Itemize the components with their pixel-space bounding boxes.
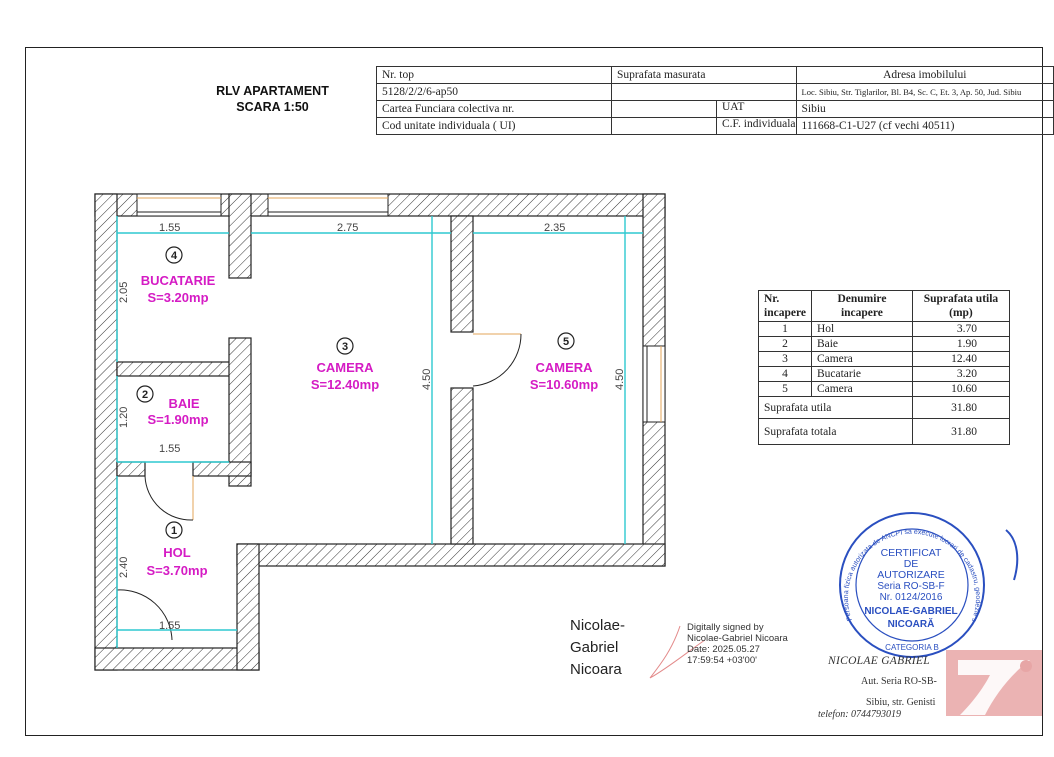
stamp-line: DE: [903, 558, 919, 570]
row-area: 3.70: [912, 322, 1009, 337]
nr-top-label: Nr. top: [377, 67, 612, 84]
interior-walls: [117, 194, 473, 544]
col-name-line: incapere: [840, 307, 883, 319]
room-area: S=10.60mp: [529, 377, 599, 392]
cf-value: 111668-C1-U27 (cf vechi 40511): [796, 118, 1053, 135]
dim-room3-width: 2.75: [337, 222, 359, 234]
row-nr: 1: [759, 322, 812, 337]
total-util-label: Suprafata utila: [759, 397, 913, 419]
room-area: S=1.90mp: [147, 412, 209, 427]
door-bath: [145, 476, 193, 520]
adresa-label: Adresa imobilului: [796, 67, 1053, 84]
dim-room3-height: 4.50: [421, 368, 433, 390]
room-area: S=3.20mp: [147, 290, 209, 305]
dim-hall-height: 2.40: [118, 556, 130, 578]
stamp-line: Seria RO-SB-F: [877, 581, 945, 592]
row-area: 12.40: [912, 352, 1009, 367]
row-area: 1.90: [912, 337, 1009, 352]
room-label-5: [530, 333, 598, 392]
exterior-walls: [95, 194, 665, 670]
surveyor-name: NICOLAE GABRIEL: [828, 655, 930, 667]
table-row: [759, 367, 1010, 382]
table-row: [759, 337, 1010, 352]
surveyor-phone: telefon: 0744793019: [818, 709, 902, 720]
room-area: S=3.70mp: [146, 563, 208, 578]
dim-kitchen-width: 1.55: [159, 222, 181, 234]
row-nr: 5: [759, 382, 812, 397]
room-area: S=12.40mp: [310, 377, 380, 392]
signature-name: [570, 615, 625, 681]
dim-bath-height: 1.20: [118, 406, 130, 428]
stamp-line: NICOARĂ: [887, 619, 935, 630]
col-name: [811, 291, 912, 322]
carte-funciara-label: Cartea Funciara colectiva nr.: [377, 101, 612, 118]
col-area-line: (mp): [949, 307, 973, 319]
dim-kitchen-height: 2.05: [118, 281, 130, 303]
col-area: [912, 291, 1009, 322]
door-entrance: [117, 590, 172, 648]
row-area: 10.60: [912, 382, 1009, 397]
surveyor-authorization: Aut. Seria RO-SB-: [861, 676, 937, 687]
table-row: [759, 322, 1010, 337]
room-label-3: [311, 338, 379, 392]
stamp-line: CERTIFICAT: [880, 547, 942, 559]
window-right-room5: [643, 346, 665, 422]
room-number: 2: [141, 389, 149, 401]
room-name: CAMERA: [316, 360, 374, 375]
room-label-4: [141, 247, 216, 305]
digital-signature-info: [687, 622, 788, 666]
area-table: [758, 290, 1010, 445]
room-label-1: [146, 522, 207, 578]
room-number: 5: [562, 336, 570, 348]
dim-room5-width: 2.35: [544, 222, 566, 234]
col-name-line: Denumire: [837, 293, 887, 305]
plan-title-scale: SCARA 1:50: [236, 100, 309, 114]
col-area-line: Suprafata utila: [923, 293, 999, 305]
digital-signature-line: Date: 2025.05.27: [687, 644, 760, 655]
room-name: BUCATARIE: [140, 273, 216, 288]
stamp-line: AUTORIZARE: [877, 569, 945, 581]
row-name: Camera: [811, 382, 912, 397]
dim-hall-width: 1.55: [159, 620, 181, 632]
room-name: BAIE: [168, 396, 200, 411]
uat-label: UAT: [722, 101, 745, 113]
signature-name-line: Gabriel: [570, 639, 619, 656]
row-name: Baie: [811, 337, 912, 352]
room-number: 4: [170, 250, 178, 262]
total-util-row: [759, 397, 1010, 419]
window-top-room3: [268, 194, 388, 216]
watermark-logo: [946, 650, 1042, 716]
stamp-line: NICOLAE-GABRIEL: [864, 606, 958, 617]
stamp-category: CATEGORIA B: [885, 643, 939, 652]
dim-bath-width: 1.55: [159, 443, 181, 455]
row-nr: 4: [759, 367, 812, 382]
row-name: Hol: [811, 322, 912, 337]
adresa-value: Loc. Sibiu, Str. Tiglarilor, Bl. B4, Sc. C, Et. 3, Ap. 50, Jud. Sibiu: [796, 84, 1053, 101]
uat-value: Sibiu: [796, 101, 1053, 118]
table-row: [759, 382, 1010, 397]
col-nr-line: incapere: [764, 307, 806, 319]
row-nr: 3: [759, 352, 812, 367]
col-nr: [759, 291, 812, 322]
stamp-ring-text: Persoana fizica autorizata de ANCPI sa execute lucrari de cadastru, geodezie s: [842, 528, 982, 623]
stamp-line: Nr. 0124/2016: [879, 592, 943, 603]
window-top-kitchen: [137, 194, 221, 216]
door-room5: [473, 334, 521, 386]
room-name: CAMERA: [535, 360, 593, 375]
table-row: [759, 352, 1010, 367]
cod-ui-label: Cod unitate individuala ( UI): [377, 118, 612, 135]
suprafata-label: Suprafata masurata: [612, 67, 797, 84]
digital-signature-line: 17:59:54 +03'00': [687, 655, 757, 666]
room-number: 1: [170, 525, 178, 537]
room-name: HOL: [163, 545, 191, 560]
digital-signature-line: Nicolae-Gabriel Nicoara: [687, 633, 788, 644]
row-area: 3.20: [912, 367, 1009, 382]
room-label-2: [137, 386, 209, 427]
signature-name-line: Nicoara: [570, 661, 622, 678]
row-name: Bucatarie: [811, 367, 912, 382]
nr-top-value: 5128/2/2/6-ap50: [377, 84, 612, 101]
total-row: [759, 419, 1010, 445]
surveyor-address: Sibiu, str. Genisti: [866, 697, 936, 708]
signature-name-line: Nicolae-: [570, 617, 626, 634]
total-value: 31.80: [912, 419, 1009, 445]
digital-signature-line: Digitally signed by: [687, 622, 764, 633]
row-name: Camera: [811, 352, 912, 367]
room-number: 3: [341, 341, 349, 353]
row-nr: 2: [759, 337, 812, 352]
total-util-value: 31.80: [912, 397, 1009, 419]
total-label: Suprafata totala: [759, 419, 913, 445]
dim-room5-height: 4.50: [614, 368, 626, 390]
plan-title-line1: RLV APARTAMENT: [216, 84, 329, 98]
cf-label: C.F. individuala: [722, 118, 796, 130]
col-nr-line: Nr.: [764, 293, 780, 305]
